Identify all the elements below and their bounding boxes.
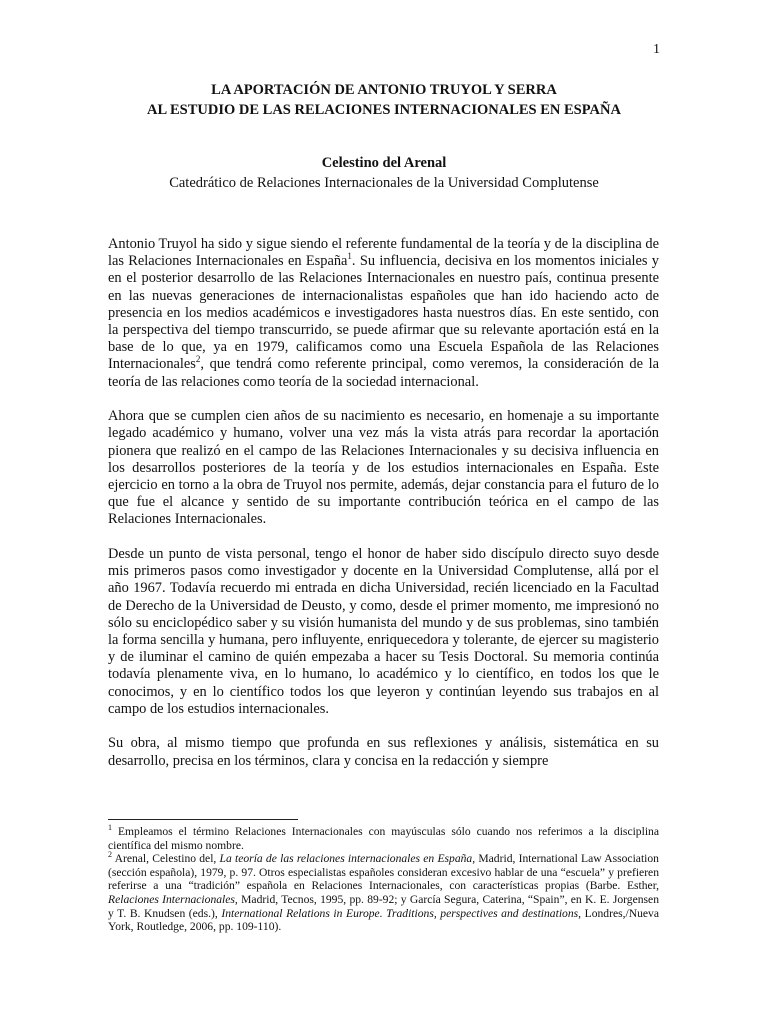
author-block bbox=[100, 153, 668, 193]
footnote-ref-1[interactable]: 1 bbox=[347, 251, 352, 262]
footnote-2-text-2: , Madrid, International Law Association (sección española), 1979, p. 97. Otros especialistas españoles consideran excesivo hablar de una “escuela” y prefieren referirse a una “tradición” española en Relaciones Internacionales, con características propias (Barbe. Esther, bbox=[108, 852, 659, 893]
footnote-1-text: Empleamos el término Relaciones Internacionales con mayúsculas sólo cuando nos referimos a la disciplina científica del mismo nombre. bbox=[108, 825, 659, 852]
page-number: 1 bbox=[653, 42, 660, 57]
footnote-2-title-2: Relaciones Internacionales bbox=[108, 892, 235, 906]
footnote-2-title-1: La teoría de las relaciones internacionales en España bbox=[219, 852, 473, 866]
author-affiliation: Catedrático de Relaciones Internacionales de la Universidad Complutense bbox=[169, 175, 599, 191]
paragraph-1-text-b: . Su influencia, decisiva en los momentos iniciales y en el posterior desarrollo de las Relaciones Internacionales en nuestro país, continua presente en las nuevas generaciones de internacionalistas españoles que han ido haciendo acto de presencia en los medios académicos e investigadores hasta nuestros días. En este sentido, con la perspectiva del tiempo transcurrido, se puede afirmar que su relevante aportación está en la base de lo que, ya en 1979, calificamos como una Escuela Española de las Relaciones Internacionales bbox=[108, 253, 660, 373]
footnote-2-text-3: , Madrid, Tecnos, 1995, pp. 89-92; y García Segura, Caterina, “Spain”, en K. E. Jorgensen y T. B. Knudsen (eds.), bbox=[108, 892, 659, 920]
footnote-2-title-3: International Relations in Europe. Traditions, perspectives and destinations bbox=[221, 906, 579, 920]
footnote-2-number: 2 bbox=[108, 850, 112, 860]
paragraph-3: Desde un punto de vista personal, tengo el honor de haber sido discípulo directo suyo desde mis primeros pasos como investigador y docente en la Universidad Complutense, allá por el año 1967. Todavía recuerdo mi entrada en dicha Universidad, recién licenciado en la Facultad de Derecho de la Universidad de Deusto, y como, desde el primer momento, me impresionó no sólo su enciclopédico saber y su visión humanista del mundo y de sus problemas, sino también la forma sencilla y humana, pero influyente, enriquecedora y tolerante, de ejercer su magisterio y de iluminar el camino de quién empezaba a hacer su Tesis Doctoral. Su memoria continúa todavía plenamente viva, en lo humano, lo académico y lo científico, en todos los que le conocimos, y en lo científico todos los que leyeron y continúan leyendo sus trabajos en al campo de los estudios internacionales. bbox=[108, 546, 659, 717]
footnote-2-text-1: Arenal, Celestino del, bbox=[112, 852, 220, 866]
paragraph-2: Ahora que se cumplen cien años de su nacimiento es necesario, en homenaje a su importante legado académico y humano, volver una vez más la vista atrás para recordar la aportación pionera que realizó en el campo de las Relaciones Internacionales y su decisiva influencia en los desarrollos posteriores de la teoría y de los estudios internacionales en España. Este ejercicio en torno a la obra de Truyol nos permite, además, dejar constancia para el futuro de lo que fue el alcance y sentido de su importante contribución teórica en el campo de las Relaciones Internacionales. bbox=[108, 408, 659, 528]
footnote-2-text-4: , Londres,/Nueva York, Routledge, 2006, pp. 109-110). bbox=[108, 906, 659, 934]
document-body bbox=[108, 236, 659, 787]
footnote-divider bbox=[108, 819, 298, 820]
paragraph-1-text-c: , que tendrá como referente principal, como veremos, la consideración de la teoría de las relaciones como teoría de la sociedad internacional. bbox=[108, 356, 659, 390]
footnote-2 bbox=[108, 852, 659, 934]
paragraph-1 bbox=[108, 236, 659, 391]
title-line-1: LA APORTACIÓN DE ANTONIO TRUYOL Y SERRA bbox=[211, 82, 557, 98]
footnote-1-number: 1 bbox=[108, 823, 112, 833]
footnote-ref-2[interactable]: 2 bbox=[195, 354, 201, 365]
paragraph-4: Su obra, al mismo tiempo que profunda en sus reflexiones y análisis, sistemática en su desarrollo, precisa en los términos, clara y concisa en la redacción y siempre bbox=[108, 735, 659, 769]
title-line-2: AL ESTUDIO DE LAS RELACIONES INTERNACIONALES EN ESPAÑA bbox=[147, 102, 621, 118]
footnotes bbox=[108, 825, 659, 934]
author-name: Celestino del Arenal bbox=[321, 155, 447, 171]
paragraph-1-text-a: Antonio Truyol ha sido y sigue siendo el referente fundamental de la teoría y de la disciplina de las Relaciones Internacionales en España bbox=[108, 236, 659, 270]
footnote-1 bbox=[108, 825, 659, 852]
document-title bbox=[100, 80, 668, 120]
